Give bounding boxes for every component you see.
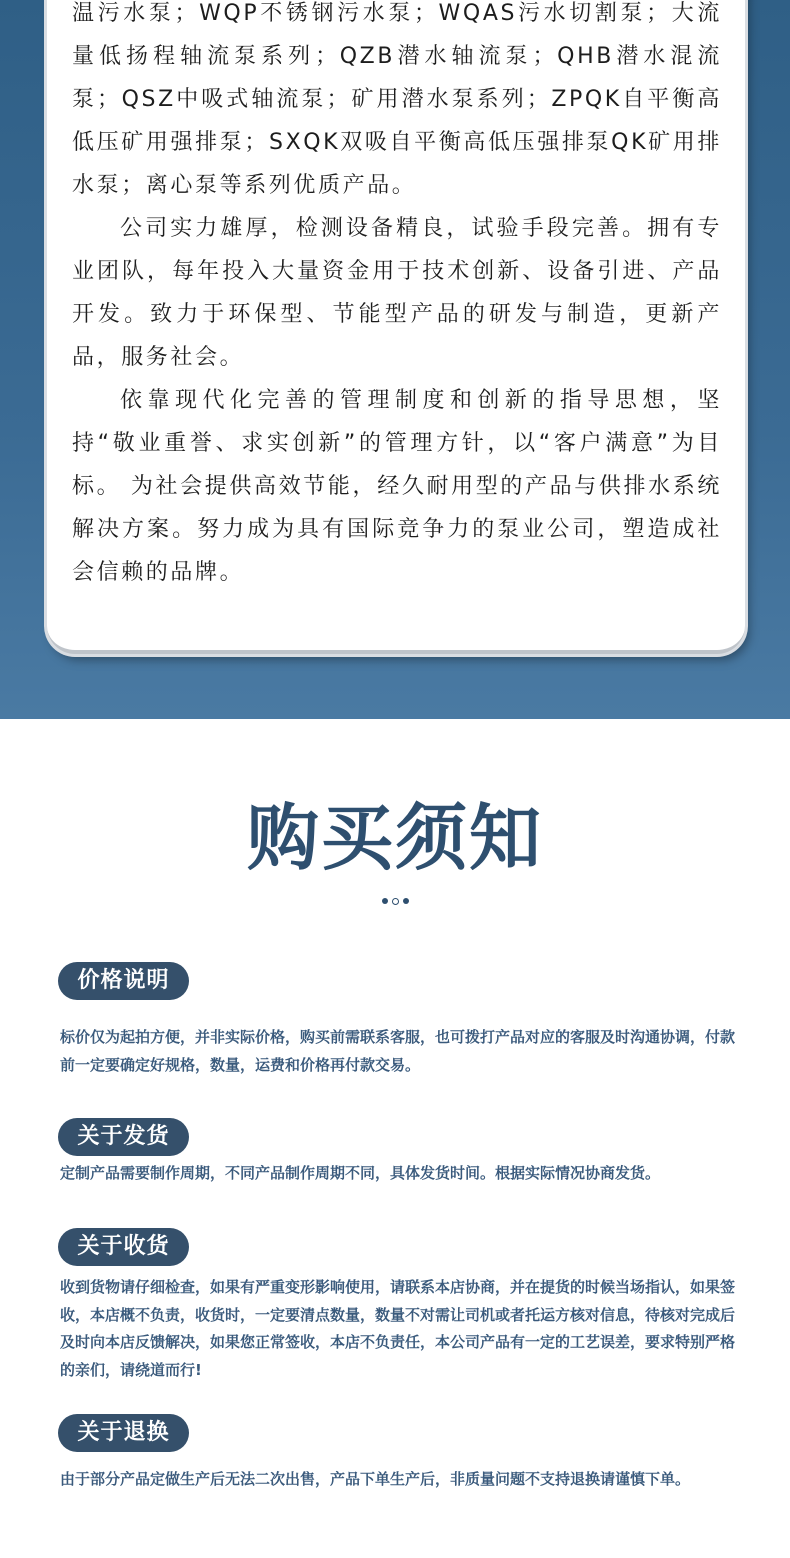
intro-background	[0, 0, 790, 719]
intro-paragraph: 温污水泵；WQP不锈钢污水泵；WQAS污水切割泵；大流量低扬程轴流泵系列；QZB潜水轴流泵；QHB潜水混流泵；QSZ中吸式轴流泵；矿用潜水泵系列；ZPQK自平衡高低压矿用强排泵；SXQK双吸自平衡高低压强排泵QK矿用排水泵；离心泵等系列优质产品。	[72, 1, 722, 198]
title-dots-divider	[378, 896, 412, 906]
intro-paragraph: 公司实力雄厚，检测设备精良，试验手段完善。拥有专业团队，每年投入大量资金用于技术创新、设备引进、产品开发。致力于环保型、节能型产品的研发与制造，更新产品，服务社会。	[72, 216, 722, 370]
company-intro-text	[72, 0, 722, 594]
dot-icon	[403, 898, 409, 904]
section-tag-price: 价格说明	[58, 962, 189, 1000]
dot-icon	[382, 898, 388, 904]
section-text-returns: 由于部分产品定做生产后无法二次出售，产品下单生产后，非质量问题不支持退换请谨慎下单。	[60, 1470, 691, 1488]
dot-icon	[392, 898, 399, 905]
section-text-receiving: 收到货物请仔细检查，如果有严重变形影响使用，请联系本店协商，并在提货的时候当场指认，如果签收，本店概不负责，收货时，一定要清点数量，数量不对需让司机或者托运方核对信息，待核对完成后及时向本店反馈解决，如果您正常签收，本店不负责任，本公司产品有一定的工艺误差，要求特别严格的亲们，请绕道而行!	[60, 1278, 736, 1379]
section-tag-returns: 关于退换	[58, 1414, 189, 1452]
section-tag-shipping: 关于发货	[58, 1118, 189, 1156]
intro-paragraph: 依靠现代化完善的管理制度和创新的指导思想，坚持“敬业重誉、求实创新”的管理方针，以“客户满意”为目标。 为社会提供高效节能，经久耐用型的产品与供排水系统解决方案。努力成为具有国际竞争力的泵业公司，塑造成社会信赖的品牌。	[72, 388, 722, 585]
section-tag-receiving: 关于收货	[58, 1228, 189, 1266]
section-text-shipping: 定制产品需要制作周期，不同产品制作周期不同，具体发货时间。根据实际情况协商发货。	[60, 1164, 661, 1182]
section-text-price: 标价仅为起拍方便，并非实际价格，购买前需联系客服，也可拨打产品对应的客服及时沟通协调，付款前一定要确定好规格，数量，运费和价格再付款交易。	[60, 1028, 736, 1074]
purchase-notice-title: 购买须知	[246, 796, 543, 880]
